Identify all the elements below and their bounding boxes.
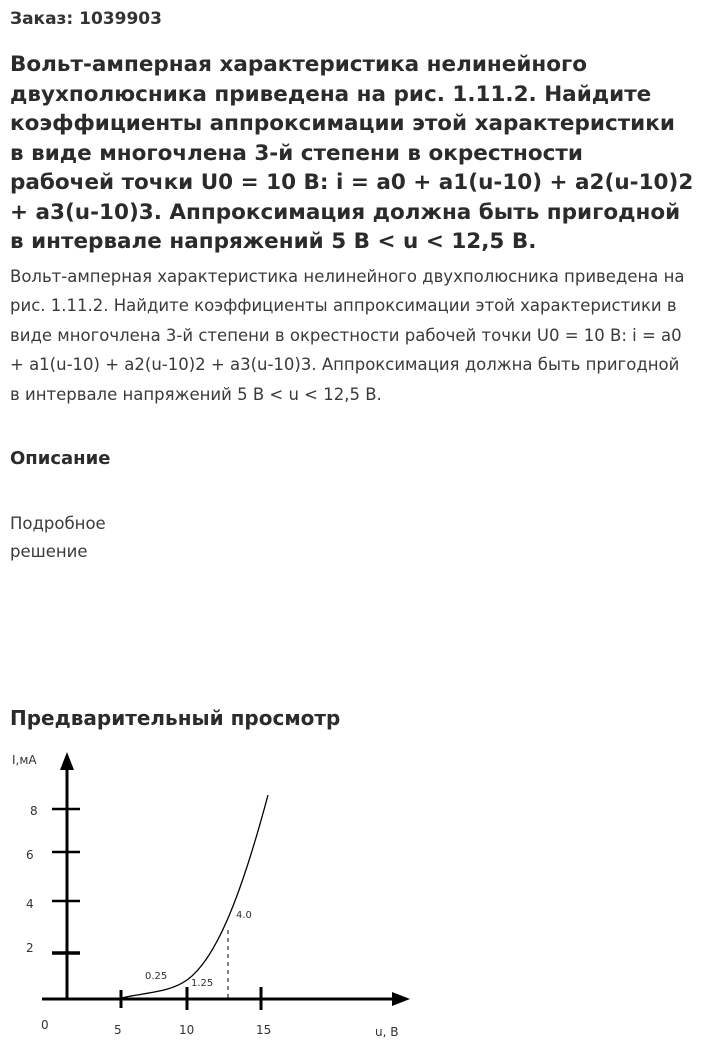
y-tick-label-2: 2 xyxy=(26,941,34,955)
task-description: Вольт-амперная характеристика нелинейного двухполюсника приведена на рис. 1.11.2. Найдите коэффициенты аппроксимации этой характеристики в виде многочлена 3-й степени в окрестности рабочей точки U0 = 10 В: i = a0 + a1(u-10) + a2(u-10)2 + a3(u-10)3. Аппроксимация должна быть пригодной в интервале напряжений 5 В < u < 12,5 В. xyxy=(10,267,685,404)
preview-graph xyxy=(0,740,440,1059)
x-axis-label: u, В xyxy=(375,1025,399,1039)
annotation-40: 4.0 xyxy=(236,910,252,921)
vac-curve xyxy=(121,795,268,998)
y-tick-label-6: 6 xyxy=(26,848,34,862)
annotation-025: 0.25 xyxy=(145,971,168,982)
origin-label: 0 xyxy=(41,1018,49,1032)
x-tick-label-5: 5 xyxy=(114,1023,122,1037)
y-axis-arrow xyxy=(60,752,74,770)
preview-heading: Предварительный просмотр xyxy=(10,706,341,730)
x-tick-label-15: 15 xyxy=(256,1023,272,1037)
description-heading: Описание xyxy=(10,448,111,469)
y-axis-label: I,мА xyxy=(12,753,37,767)
annotation-125: 1.25 xyxy=(191,978,214,989)
y-tick-label-8: 8 xyxy=(30,804,38,818)
x-tick-label-10: 10 xyxy=(179,1023,195,1037)
x-axis-arrow xyxy=(392,992,410,1006)
order-number: Заказ: 1039903 xyxy=(10,9,162,29)
task-title: Вольт-амперная характеристика нелинейного двухполюсника приведена на рис. 1.11.2. Найдите коэффициенты аппроксимации этой характеристики в виде многочлена 3-й степени в окрестности рабочей точки U0 = 10 В: i = a0 + a1(u-10) + a2(u-10)2 + a3(u-10)3. Аппроксимация должна быть пригодной в интервале напряжений 5 В < u < 12,5 В. xyxy=(10,52,694,254)
y-tick-label-4: 4 xyxy=(26,897,34,911)
detail-text: Подробное решение xyxy=(10,514,106,561)
